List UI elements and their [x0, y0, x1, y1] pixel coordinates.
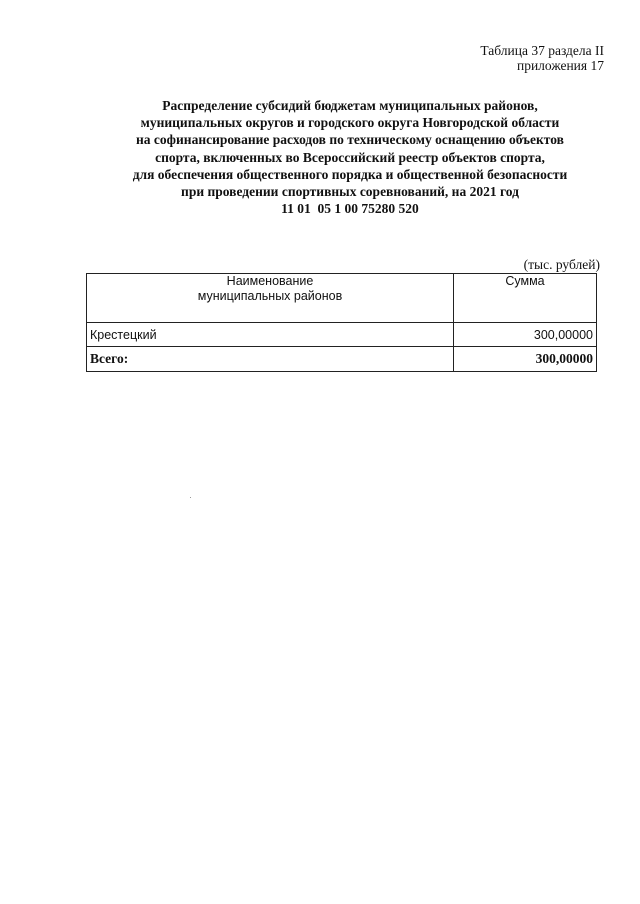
total-label: Всего: — [87, 347, 454, 372]
table-caption — [480, 43, 604, 73]
budget-code: 11 01 05 1 00 75280 520 — [281, 201, 419, 217]
title-line-3: на софинансирование расходов по техническому оснащению объектов — [136, 132, 564, 148]
scan-speck — [190, 497, 191, 498]
column-header-name-line-1: Наименование — [226, 274, 314, 288]
document-title — [60, 97, 640, 217]
title-line-2: муниципальных округов и городского округа Новгородской области — [140, 115, 560, 131]
caption-line-2: приложения 17 — [516, 58, 604, 73]
total-row — [87, 347, 597, 372]
title-line-4: спорта, включенных во Всероссийский реестр объектов спорта, — [155, 149, 545, 165]
title-line-1: Распределение субсидий бюджетам муниципальных районов, — [162, 98, 538, 113]
amount-cell: 300,00000 — [454, 323, 597, 347]
district-name-cell: Крестецкий — [87, 323, 454, 347]
column-header-name — [87, 274, 454, 323]
title-line-6: при проведении спортивных соревнований, на 2021 год — [181, 184, 519, 200]
units-label: (тыс. рублей) — [523, 257, 600, 272]
column-header-sum: Сумма — [454, 274, 597, 323]
total-amount: 300,00000 — [454, 347, 597, 372]
table-row — [87, 323, 597, 347]
subsidy-table — [86, 273, 597, 372]
caption-line-1: Таблица 37 раздела II — [480, 43, 604, 58]
title-line-5: для обеспечения общественного порядка и общественной безопасности — [132, 166, 568, 182]
column-header-name-line-2: муниципальных районов — [197, 289, 343, 303]
table-header-row — [87, 274, 597, 323]
